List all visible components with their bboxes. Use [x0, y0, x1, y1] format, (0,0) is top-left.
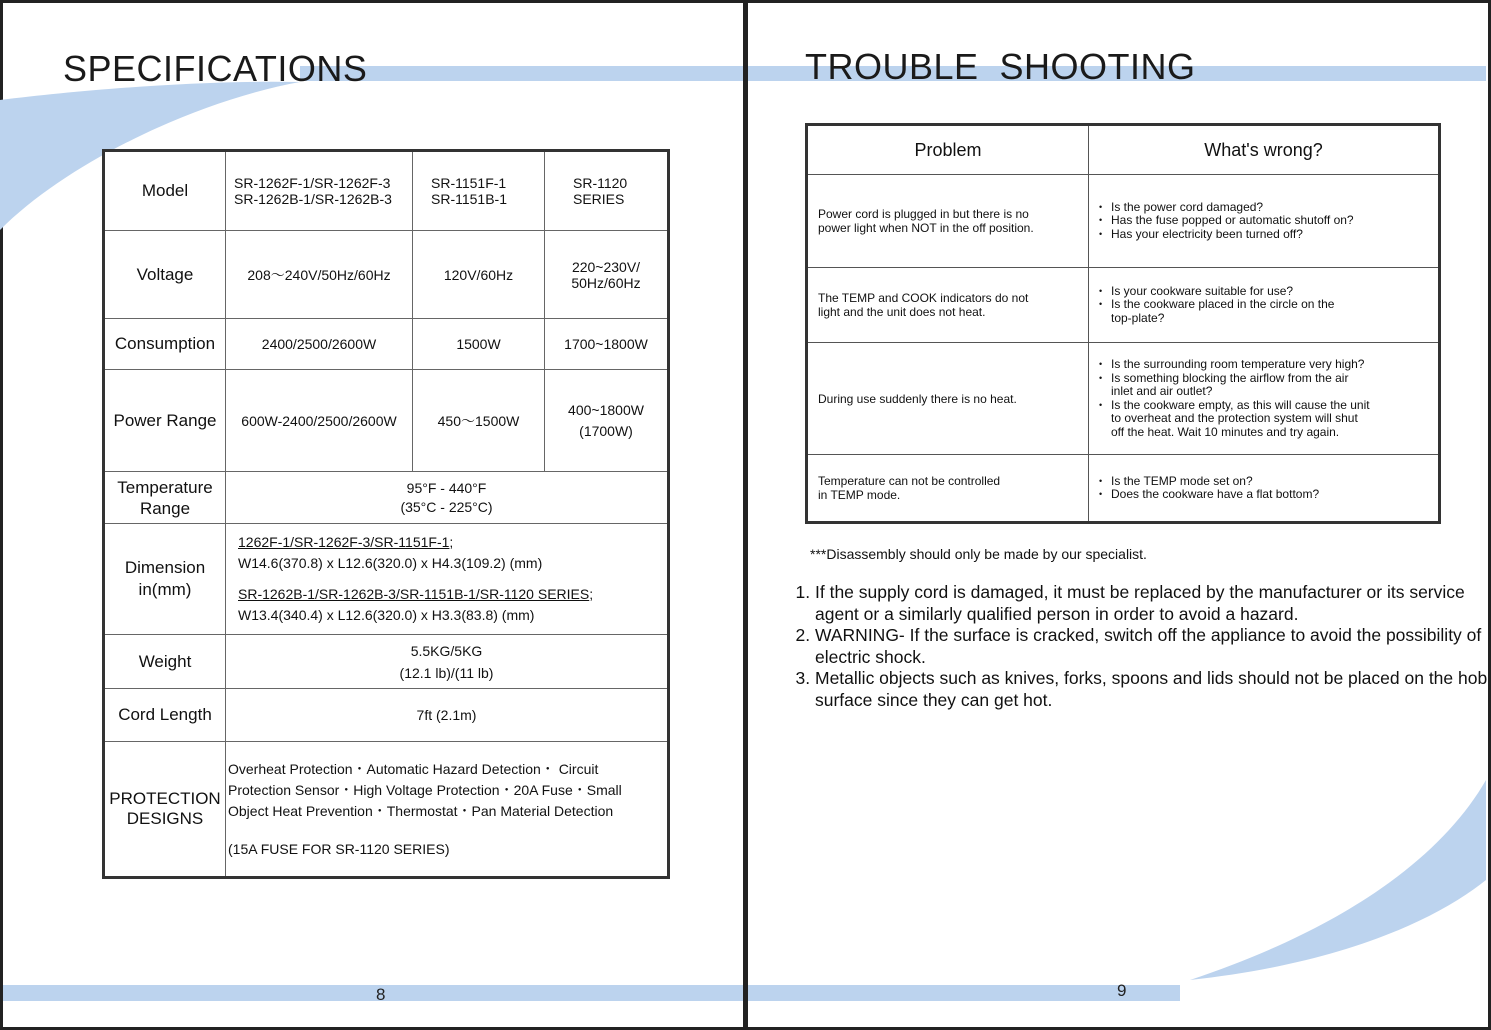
- footer-band-right: [748, 985, 1180, 1001]
- problem-header: Problem: [807, 125, 1089, 175]
- power-range-cell: 400~1800W (1700W): [545, 370, 669, 472]
- cause-item: • Is the cookware empty, as this will cause the unit to overheat and the protection system will shut off the heat. Wait 10 minutes and try again.: [1099, 399, 1430, 440]
- temperature-celsius: (35°C - 225°C): [400, 499, 493, 515]
- power-range-cell: 600W-2400/2500/2600W: [226, 370, 413, 472]
- model-label: Model: [104, 151, 226, 231]
- warning-item: 1. If the supply cord is damaged, it must be replaced by the manufacturer or its service agent or a similarly qualified person in order to avoid a hazard.: [815, 582, 1491, 625]
- page-divider: [743, 0, 748, 1030]
- dimension-group-2: SR-1262B-1/SR-1262B-3/SR-1151B-1/SR-1120 SERIES: [238, 586, 590, 602]
- temperature-cell: [226, 472, 669, 524]
- warning-item: 2. WARNING- If the surface is cracked, switch off the appliance to avoid the possibility of electric shock.: [815, 625, 1491, 668]
- protection-cell: [226, 742, 669, 878]
- consumption-cell: 1700~1800W: [545, 319, 669, 370]
- consumption-label: Consumption: [104, 319, 226, 370]
- spec-row-temperature: [104, 472, 669, 524]
- protection-line: Overheat Protection・Automatic Hazard Detection・ Circuit: [228, 760, 599, 777]
- power-range-label: Power Range: [104, 370, 226, 472]
- model-cell: SR-1151F-1 SR-1151B-1: [413, 151, 545, 231]
- trouble-shooting-title: TROUBLE SHOOTING: [805, 46, 1196, 87]
- problem-cell: During use suddenly there is no heat.: [807, 343, 1089, 455]
- trouble-row: [807, 268, 1440, 343]
- model-cell: SR-1262F-1/SR-1262F-3 SR-1262B-1/SR-1262B-3: [226, 151, 413, 231]
- causes-cell: [1089, 343, 1440, 455]
- protection-line: Object Heat Prevention・Thermostat・Pan Material Detection: [228, 802, 614, 819]
- spec-row-power-range: [104, 370, 669, 472]
- spec-row-consumption: [104, 319, 669, 370]
- voltage-cell: 120V/60Hz: [413, 231, 545, 319]
- cause-item: • Has the fuse popped or automatic shutoff on?: [1099, 214, 1430, 228]
- swoosh-bottom-right: [1190, 780, 1486, 980]
- dimension-group-1: 1262F-1/SR-1262F-3/SR-1151F-1: [238, 534, 450, 550]
- cause-item: • Is the TEMP mode set on?: [1099, 475, 1430, 489]
- disassembly-note: ***Disassembly should only be made by our specialist.: [810, 546, 1147, 562]
- cause-item: • Is the power cord damaged?: [1099, 201, 1430, 215]
- specifications-title: SPECIFICATIONS: [63, 48, 368, 89]
- cause-item: • Has your electricity been turned off?: [1099, 228, 1430, 242]
- model-cell: SR-1120 SERIES: [545, 151, 669, 231]
- cause-item: • Is your cookware suitable for use?: [1099, 285, 1430, 299]
- voltage-cell: 220~230V/ 50Hz/60Hz: [545, 231, 669, 319]
- cause-item: • Does the cookware have a flat bottom?: [1099, 488, 1430, 502]
- spec-row-protection: [104, 742, 669, 878]
- causes-cell: [1089, 175, 1440, 268]
- trouble-shooting-table: [805, 123, 1441, 524]
- protection-note: (15A FUSE FOR SR-1120 SERIES): [228, 840, 450, 857]
- problem-cell: Power cord is plugged in but there is no power light when NOT in the off position.: [807, 175, 1089, 268]
- specifications-table: [102, 149, 670, 879]
- temperature-fahrenheit: 95°F - 440°F: [406, 480, 487, 496]
- cause-item: • Is the cookware placed in the circle on the top-plate?: [1099, 298, 1430, 325]
- voltage-cell: 208～240V/50Hz/60Hz: [226, 231, 413, 319]
- problem-cell: The TEMP and COOK indicators do not light and the unit does not heat.: [807, 268, 1089, 343]
- spec-row-dimension: [104, 524, 669, 635]
- footer-band-left: [3, 985, 743, 1001]
- page-number-left: 8: [376, 985, 386, 1004]
- dimension-cell: 1262F-1/SR-1262F-3/SR-1151F-1; W14.6(370.8) x L12.6(320.0) x H4.3(109.2) (mm) SR-1262B-1/SR-1262B-3/SR-1151B-1/SR-1120 SERIES; W13.4(340.4) x L12.6(320.0) x H3.3(83.8) (mm): [226, 524, 669, 635]
- spec-row-voltage: [104, 231, 669, 319]
- trouble-header-row: [807, 125, 1440, 175]
- weight-kg: 5.5KG/5KG: [410, 642, 483, 659]
- causes-cell: [1089, 455, 1440, 523]
- spec-row-cord: [104, 689, 669, 742]
- trouble-row: [807, 343, 1440, 455]
- consumption-cell: 1500W: [413, 319, 545, 370]
- temperature-label: Temperature Range: [104, 472, 226, 524]
- dimension-values-1: W14.6(370.8) x L12.6(320.0) x H4.3(109.2) (mm): [238, 555, 543, 571]
- trouble-row: [807, 455, 1440, 523]
- causes-cell: [1089, 268, 1440, 343]
- whats-wrong-header: What's wrong?: [1089, 125, 1440, 175]
- dimension-label: Dimension in(mm): [104, 524, 226, 635]
- warnings-list: [790, 582, 1491, 711]
- problem-cell: Temperature can not be controlled in TEMP mode.: [807, 455, 1089, 523]
- protection-line: Protection Sensor・High Voltage Protection・20A Fuse・Small: [228, 781, 622, 798]
- cause-item: • Is the surrounding room temperature very high?: [1099, 358, 1430, 372]
- voltage-label: Voltage: [104, 231, 226, 319]
- cause-item: • Is something blocking the airflow from the air inlet and air outlet?: [1099, 372, 1430, 399]
- dimension-values-2: W13.4(340.4) x L12.6(320.0) x H3.3(83.8) (mm): [238, 607, 535, 623]
- cord-length-label: Cord Length: [104, 689, 226, 742]
- weight-lb: (12.1 lb)/(11 lb): [399, 664, 494, 681]
- protection-label: PROTECTION DESIGNS: [104, 742, 226, 878]
- spec-row-model: [104, 151, 669, 231]
- spec-row-weight: [104, 635, 669, 689]
- page-number-right: 9: [1117, 981, 1127, 1000]
- consumption-cell: 2400/2500/2600W: [226, 319, 413, 370]
- weight-cell: [226, 635, 669, 689]
- weight-label: Weight: [104, 635, 226, 689]
- trouble-row: [807, 175, 1440, 268]
- cord-length-cell: 7ft (2.1m): [226, 689, 669, 742]
- warning-item: 3. Metallic objects such as knives, forks, spoons and lids should not be placed on the hob surface since they can get hot.: [815, 668, 1491, 711]
- power-range-cell: 450～1500W: [413, 370, 545, 472]
